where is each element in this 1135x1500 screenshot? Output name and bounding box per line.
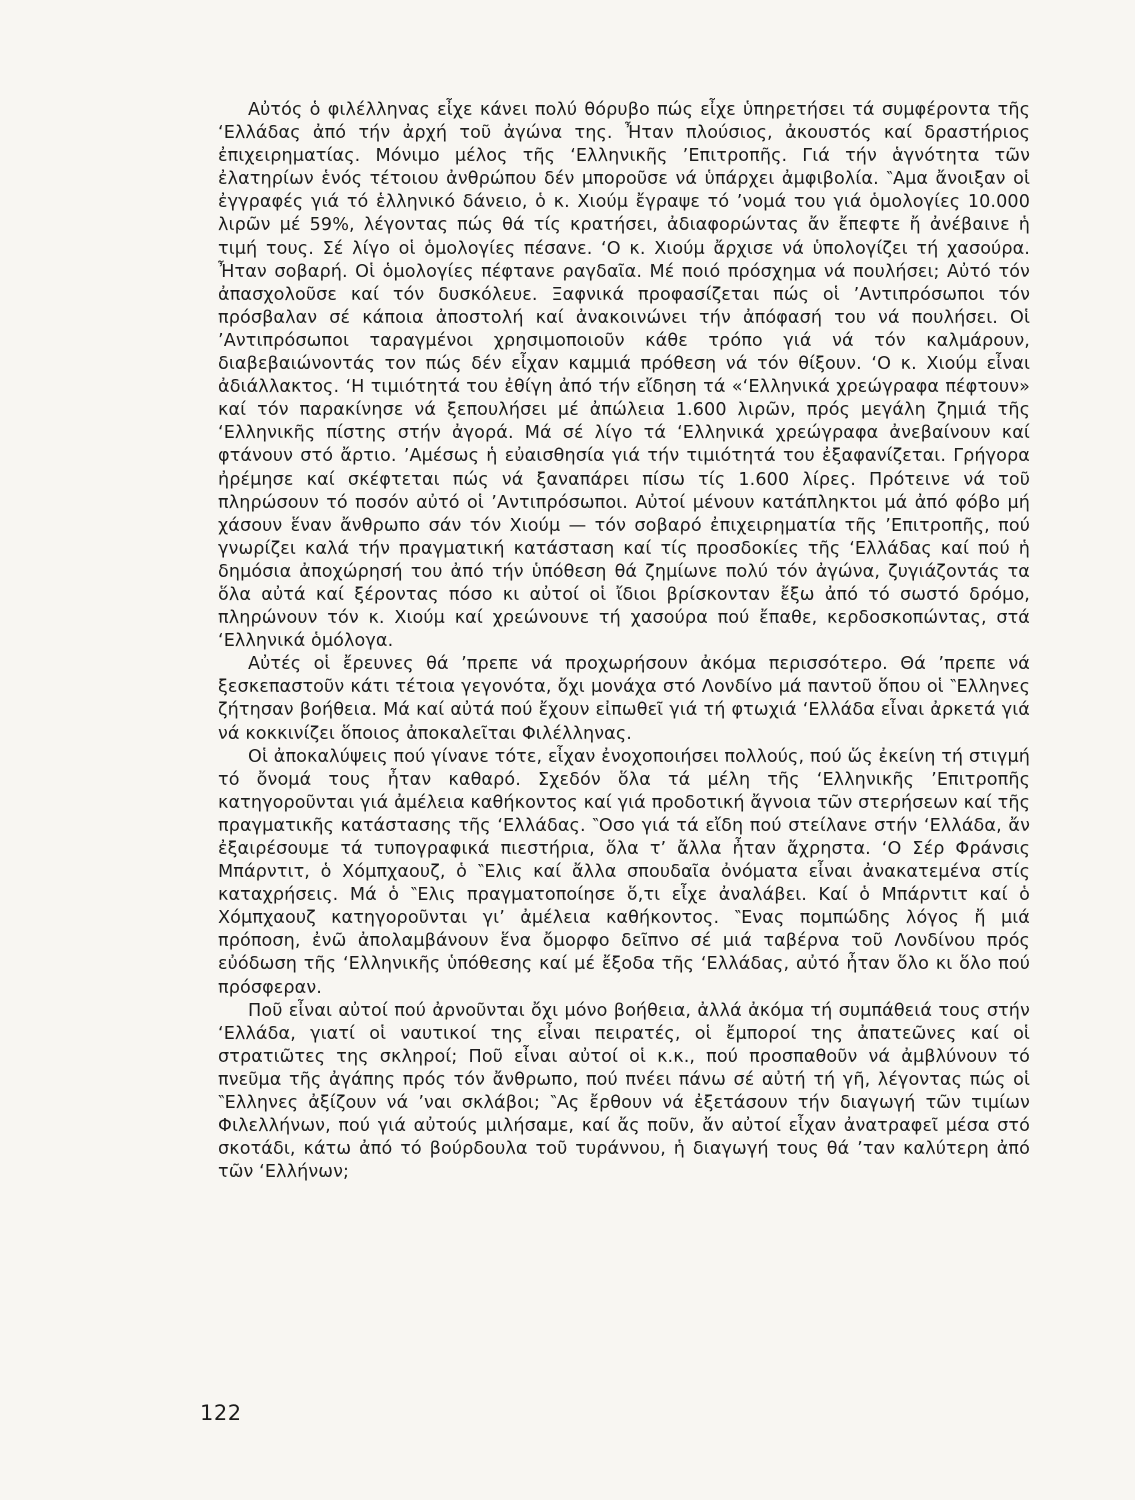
paragraph-revelations: Οἱ ἀποκαλύψεις πού γίνανε τότε, εἶχαν ἐνοχοποιήσει πολλούς, πού ὥς ἐκείνη τή στιγμή τό ὄνομά τους ἦταν καθαρό. Σχεδόν ὅλα τά μέλη τῆς ‘Ελληνικῆς ’Επιτροπῆς κατηγοροῦνται γιά ἀμέλεια καθήκοντος καί γιά προδοτική ἄγνοια τῶν στερήσεων καί τῆς πραγματικῆς κατάστασης τῆς ‘Ελλάδας. ‶Οσο γιά τά εἴδη πού στείλανε στήν ‘Ελλάδα, ἄν ἐξαιρέσουμε τά τυπογραφικά πιεστήρια, ὅλα τ’ ἄλλα ἦταν ἄχρηστα. ‘Ο Σέρ Φράνσις Μπάρντιτ, ὁ Χόμπχαουζ, ὁ ‶Ελις καί ἄλλα σπουδαῖα ὀνόματα εἶναι ἀνακατεμένα στίς καταχρήσεις. Μά ὁ ‶Ελις πραγματοποίησε ὅ,τι εἶχε ἀναλάβει. Καί ὁ Μπάρντιτ καί ὁ Χόμπχαουζ κατηγοροῦνται γι’ ἀμέλεια καθήκοντος. ‶Ενας πομπώδης λόγος ἤ μιά πρόποση, ἐνῶ ἀπολαμβάνουν ἕνα ὄμορφο δεῖπνο σέ μιά ταβέρνα τοῦ Λονδίνου πρός εὐόδωση τῆς ‘Ελληνικῆς ὑπόθεσης καί μέ ἔξοδα τῆς ‘Ελλάδας, αὐτό ἦταν ὅλο κι ὅλο πού πρόσφεραν. (218, 746, 1030, 998)
paragraph-hume-bonds: Αὐτός ὁ φιλέλληνας εἶχε κάνει πολύ θόρυβο πώς εἶχε ὑπηρετήσει τά συμφέροντα τῆς ‘Ελλάδας ἀπό τήν ἀρχή τοῦ ἀγώνα της. Ἦταν πλούσιος, ἀκουστός καί δραστήριος ἐπιχειρηματίας. Μόνιμο μέλος τῆς ‘Ελληνικῆς ’Επιτροπῆς. Γιά τήν ἁγνότητα τῶν ἐλατηρίων ἑνός τέτοιου ἀνθρώπου δέν μποροῦσε νά ὑπάρχει ἀμφιβολία. ‶Αμα ἄνοιξαν οἱ ἐγγραφές γιά τό ἑλληνικό δάνειο, ὁ κ. Χιούμ ἔγραψε τό ’νομά του γιά ὁμολογίες 10.000 λιρῶν μέ 59%, λέγοντας πώς θά τίς κρατήσει, ἀδιαφορώντας ἄν ἔπεφτε ἤ ἀνέβαινε ἡ τιμή τους. Σέ λίγο οἱ ὁμολογίες πέσανε. ‘Ο κ. Χιούμ ἄρχισε νά ὑπολογίζει τή χασούρα. Ἦταν σοβαρή. Οἱ ὁμολογίες πέφτανε ραγδαῖα. Μέ ποιό πρόσχημα νά πουλήσει; Αὐτό τόν ἀπασχολοῦσε καί τόν δυσκόλευε. Ξαφνικά προφασίζεται πώς οἱ ’Αντιπρόσωποι τόν πρόσβαλαν σέ κάποια ἀποστολή καί ἀνακοινώνει τήν ἀπόφασή του νά πουλήσει. Οἱ ’Αντιπρόσωποι ταραγμένοι χρησιμοποιοῦν κάθε τρόπο γιά νά τόν καλμάρουν, διαβεβαιώνοντάς τον πώς δέν εἶχαν καμμιά πρόθεση νά τόν θίξουν. ‘Ο κ. Χιούμ εἶναι ἀδιάλλακτος. ‘Η τιμιότητά του ἐθίγη ἀπό τήν εἴδηση τά «‘Ελληνικά χρεώγραφα πέφτουν» καί τόν παρακίνησε νά ξεπουλήσει μέ ἀπώλεια 1.600 λιρῶν, πρός μεγάλη ζημιά τῆς ‘Ελληνικῆς πίστης στήν ἀγορά. Μά σέ λίγο τά ‘Ελληνικά χρεώγραφα ἀνεβαίνουν καί φτάνουν στό ἄρτιο. ’Αμέσως ἡ εὐαισθησία γιά τήν τιμιότητά του ἐξαφανίζεται. Γρήγορα ἠρέμησε καί σκέφτεται πώς νά ξαναπάρει πίσω τίς 1.600 λίρες. Πρότεινε νά τοῦ πληρώσουν τό ποσόν αὐτό οἱ ’Αντιπρόσωποι. Αὐτοί μένουν κατάπληκτοι μά ἀπό φόβο μή χάσουν ἕναν ἄνθρωπο σάν τόν Χιούμ — τόν σοβαρό ἐπιχειρηματία τῆς ’Επιτροπῆς, πού γνωρίζει καλά τήν πραγματική κατάσταση καί τίς προσδοκίες τῆς ‘Ελλάδας καί πού ἡ δημόσια ἀποχώρησή του ἀπό τήν ὑπόθεση θά ζημίωνε πολύ τόν ἀγώνα, ζυγιάζοντάς τα ὅλα αὐτά καί ξέροντας πόσο κι αὐτοί οἱ ἴδιοι βρίσκονταν ἔξω ἀπό τό σωστό δρόμο, πληρώνουν τόν κ. Χιούμ καί χρεώνουνε τή χασούρα πού ἔπαθε, κερδοσκοπώντας, στά ‘Ελληνικά ὁμόλογα. (218, 100, 1030, 652)
paragraph-investigations: Αὐτές οἱ ἔρευνες θά ’πρεπε νά προχωρήσουν ἀκόμα περισσότερο. Θά ’πρεπε νά ξεσκεπαστοῦν κάτι τέτοια γεγονότα, ὄχι μονάχα στό Λονδίνο μά παντοῦ ὅπου οἱ ‶Ελληνες ζήτησαν βοήθεια. Μά καί αὐτά πού ἔχουν εἰπωθεῖ γιά τή φτωχιά ‘Ελλάδα εἶναι ἀρκετά γιά νά κοκκινίζει ὅποιος ἀποκαλεῖται Φιλέλληνας. (218, 654, 1030, 744)
page-number: 122 (200, 1401, 242, 1425)
paragraph-questions: Ποῦ εἶναι αὐτοί πού ἀρνοῦνται ὄχι μόνο βοήθεια, ἀλλά ἀκόμα τή συμπάθειά τους στήν ‘Ελλάδα, γιατί οἱ ναυτικοί της εἶναι πειρατές, οἱ ἔμποροί της ἀπατεῶνες καί οἱ στρατιῶτες της σκληροί; Ποῦ εἶναι αὐτοί οἱ κ.κ., πού προσπαθοῦν νά ἀμβλύνουν τό πνεῦμα τῆς ἀγάπης πρός τόν ἄνθρωπο, πού πνέει πάνω σέ αὐτή τή γῆ, λέγοντας πώς οἱ ‶Ελληνες ἀξίζουν νά ’ναι σκλάβοι; ‶Ας ἔρθουν νά ἐξετάσουν τήν διαγωγή τῶν τιμίων Φιλελλήνων, πού γιά αὐτούς μιλήσαμε, καί ἄς ποῦν, ἄν αὐτοί εἶχαν ἀνατραφεῖ μέσα στό σκοτάδι, κάτω ἀπό τό βούρδουλα τοῦ τυράννου, ἡ διαγωγή τους θά ’ταν καλύτερη ἀπό τῶν ‘Ελλήνων; (218, 1000, 1030, 1183)
body-text (218, 99, 1030, 1184)
